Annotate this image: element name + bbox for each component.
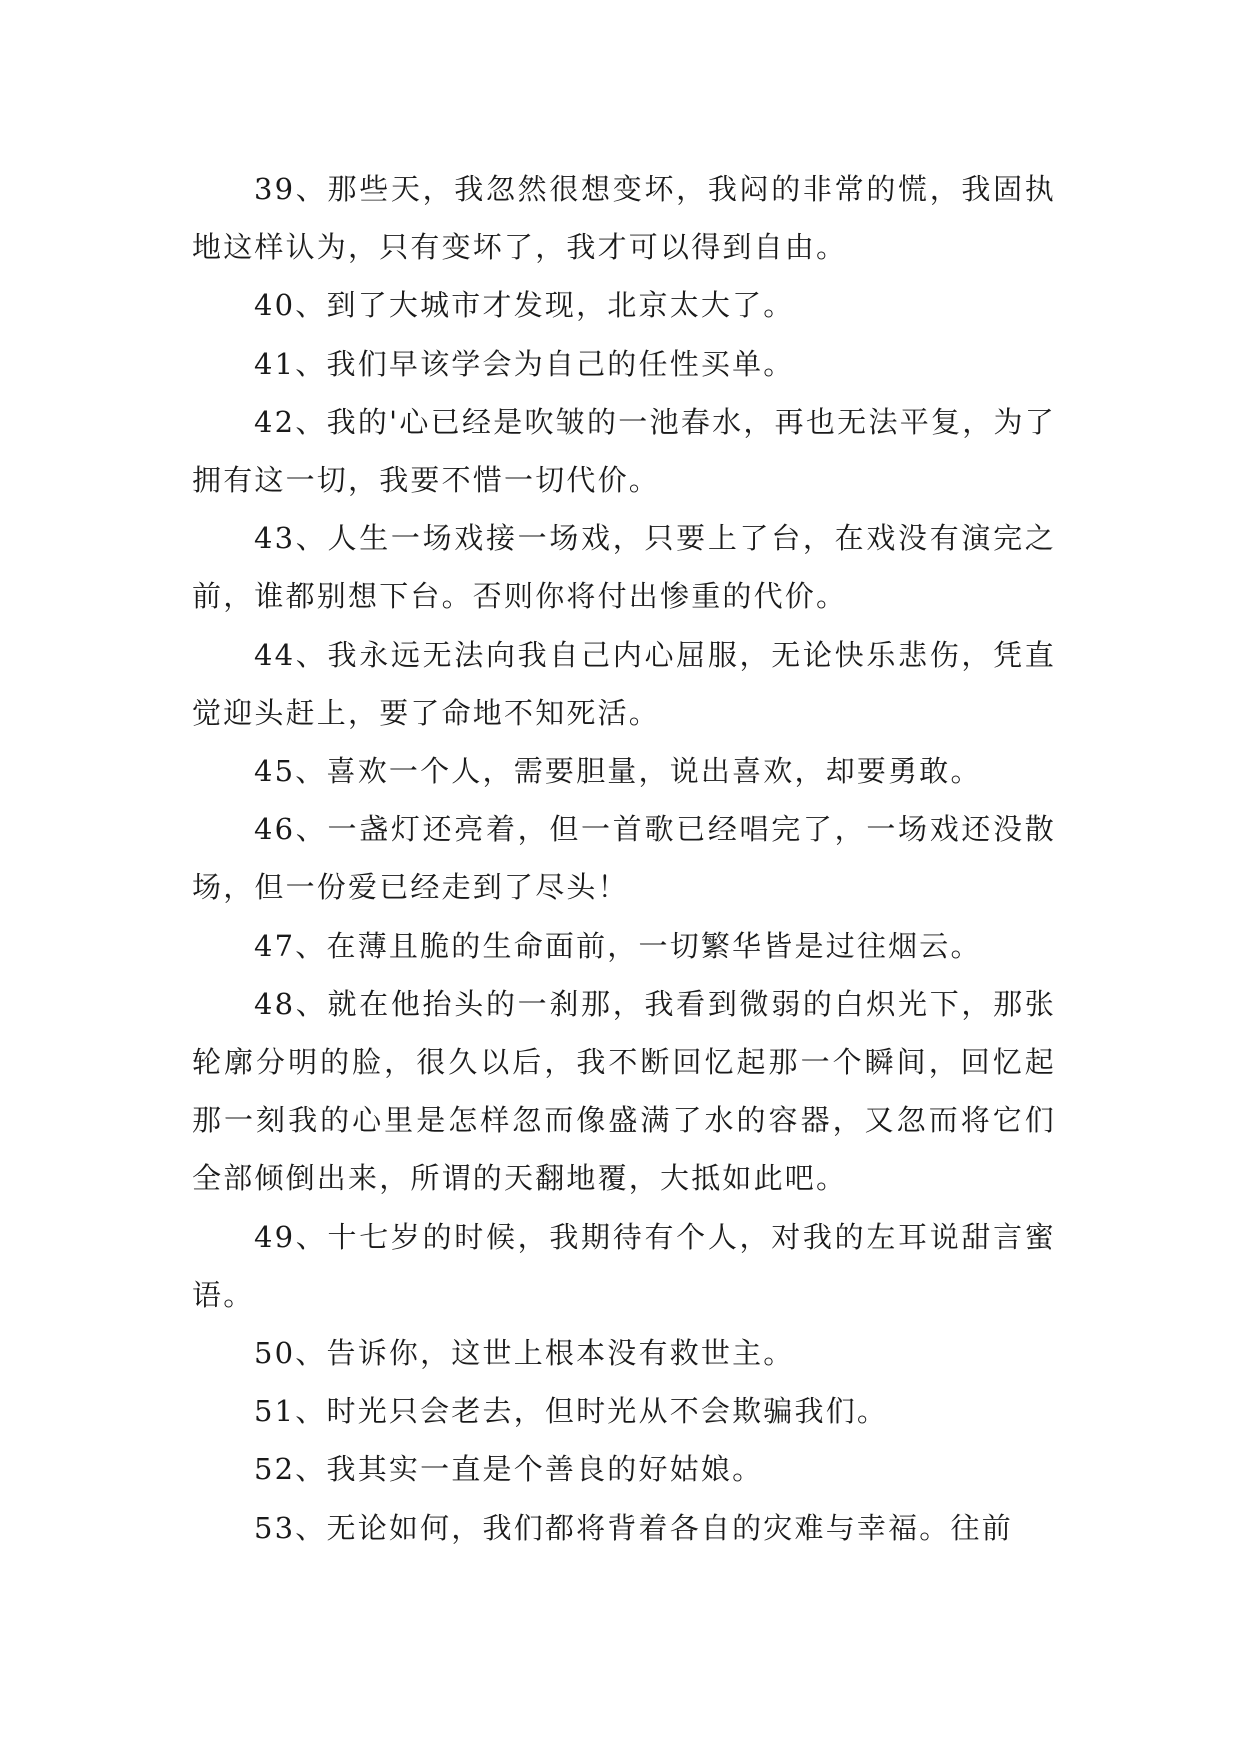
paragraph-47: 47、在薄且脆的生命面前，一切繁华皆是过往烟云。 <box>254 928 982 963</box>
paragraph-41: 41、我们早该学会为自己的任性买单。 <box>254 346 795 381</box>
paragraph-43: 43、人生一场戏接一场戏，只要上了台，在戏没有演完之前，谁都别想下台。否则你将付出惨重的代价。 <box>192 521 1056 614</box>
paragraph-52: 52、我其实一直是个善良的好姑娘。 <box>254 1452 764 1487</box>
paragraph-51: 51、时光只会老去，但时光从不会欺骗我们。 <box>254 1394 889 1429</box>
paragraph-45: 45、喜欢一个人，需要胆量，说出喜欢，却要勇敢。 <box>254 754 982 789</box>
paragraph-48: 48、就在他抬头的一刹那，我看到微弱的白炽光下，那张轮廓分明的脸，很久以后，我不断回忆起那一个瞬间，回忆起那一刻我的心里是怎样忽而像盛满了水的容器，又忽而将它们全部倾倒出来，所谓的天翻地覆，大抵如此吧。 <box>192 986 1056 1196</box>
paragraph-44: 44、我永远无法向我自己内心屈服，无论快乐悲伤，凭直觉迎头赶上，要了命地不知死活。 <box>192 637 1056 730</box>
paragraph-53: 53、无论如何，我们都将背着各自的灾难与幸福。往前 <box>254 1510 1013 1545</box>
paragraph-49: 49、十七岁的时候，我期待有个人，对我的左耳说甜言蜜语。 <box>192 1219 1056 1312</box>
document-body <box>192 160 1056 1557</box>
paragraph-50: 50、告诉你，这世上根本没有救世主。 <box>254 1336 795 1371</box>
paragraph-42: 42、我的'心已经是吹皱的一池春水，再也无法平复，为了拥有这一切，我要不惜一切代价。 <box>192 404 1056 498</box>
paragraph-40: 40、到了大城市才发现，北京太大了。 <box>254 288 795 323</box>
paragraph-39: 39、那些天，我忽然很想变坏，我闷的非常的慌，我固执地这样认为，只有变坏了，我才可以得到自由。 <box>192 172 1056 265</box>
paragraph-46: 46、一盏灯还亮着，但一首歌已经唱完了，一场戏还没散场，但一份爱已经走到了尽头！ <box>192 812 1056 905</box>
